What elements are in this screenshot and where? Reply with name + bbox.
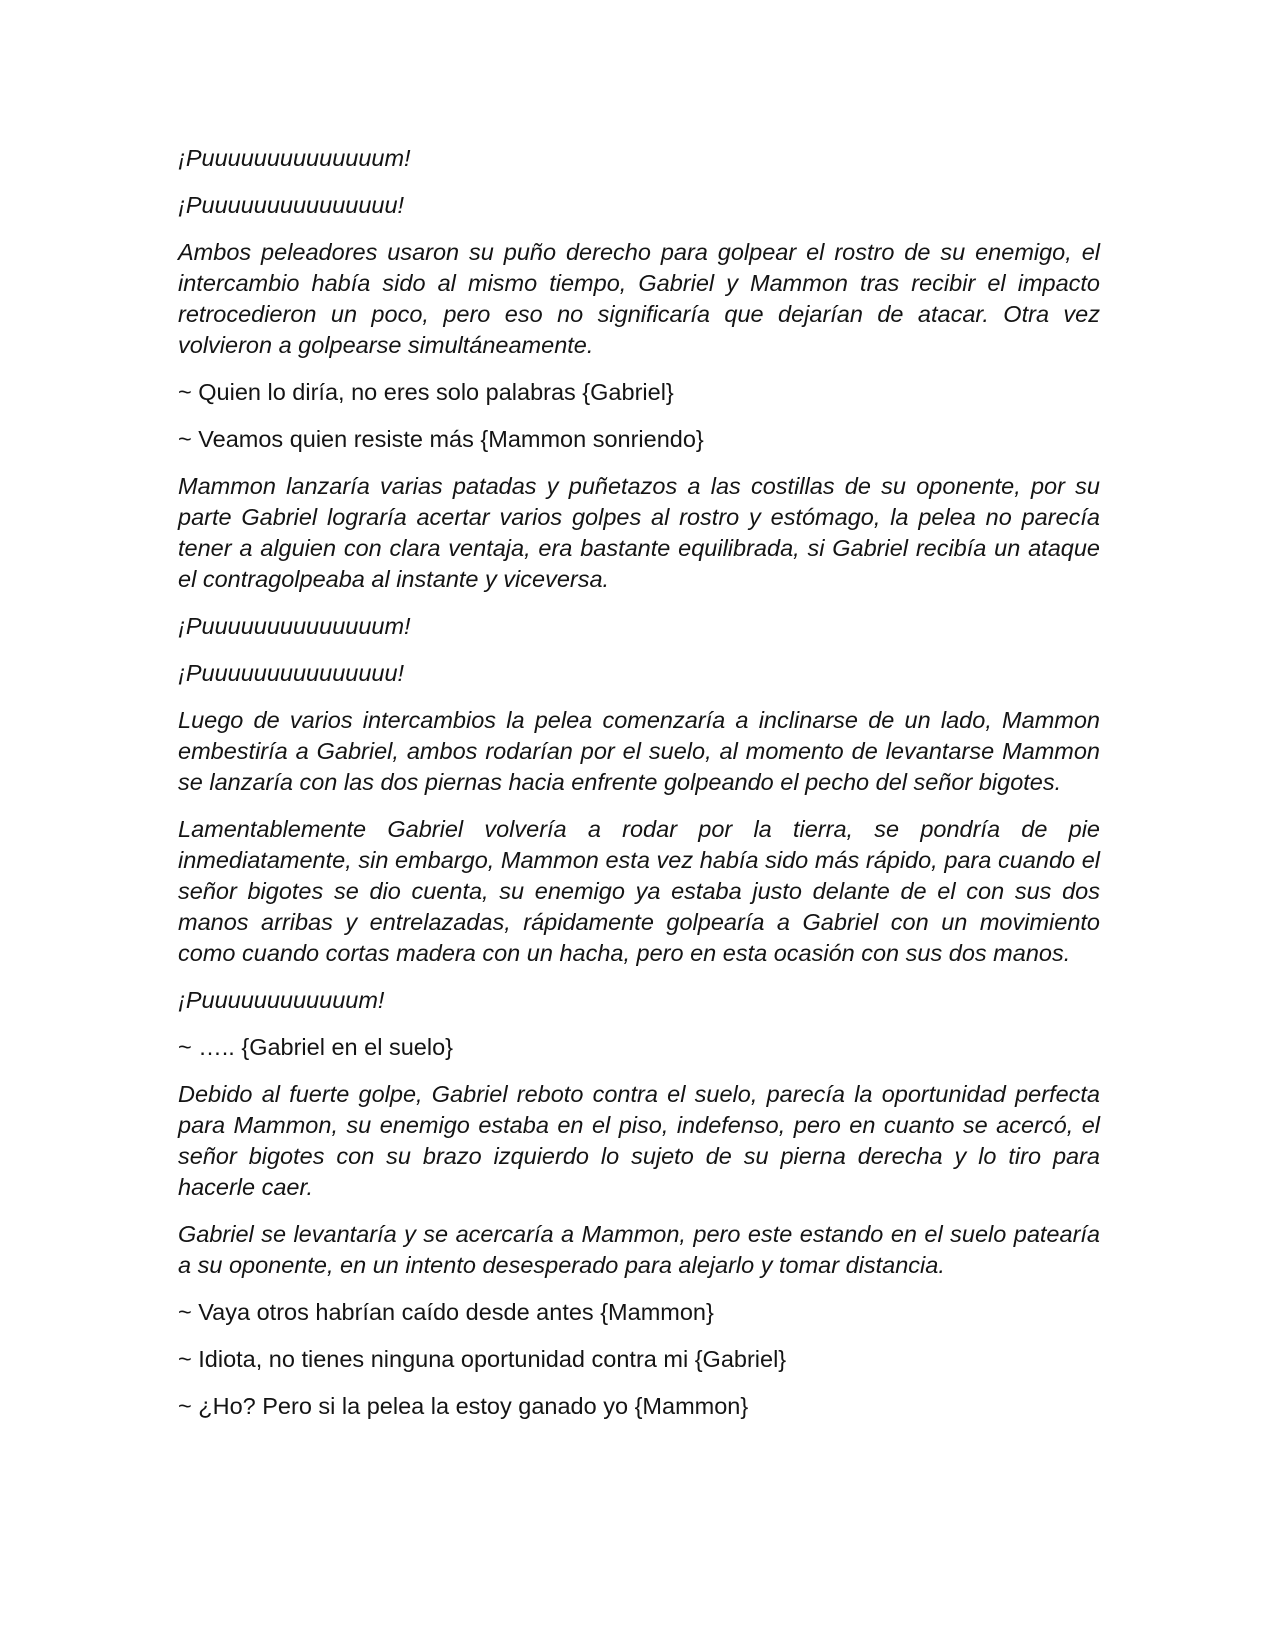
- sound-effect-line: ¡Puuuuuuuuuuuuuuu!: [178, 192, 405, 218]
- narration-paragraph: Debido al fuerte golpe, Gabriel reboto contra el suelo, parecía la oportunidad perfecta para Mammon, su enemigo estaba en el piso, indefenso, pero en cuanto se acercó, el señor bigotes con su brazo izquierdo lo sujeto de su pierna derecha y lo tiro para hacerle caer.: [178, 1081, 1100, 1200]
- narration-paragraph: Gabriel se levantaría y se acercaría a Mammon, pero este estando en el suelo patearía a su oponente, en un intento desesperado para alejarlo y tomar distancia.: [178, 1221, 1100, 1278]
- narration-paragraph: Lamentablemente Gabriel volvería a rodar por la tierra, se pondría de pie inmediatamente, sin embargo, Mammon esta vez había sido más rápido, para cuando el señor bigotes se dio cuenta, su enemigo ya estaba justo delante de el con sus dos manos arribas y entrelazadas, rápidamente golpearía a Gabriel con un movimiento como cuando cortas madera con un hacha, pero en esta ocasión con sus dos manos.: [178, 816, 1100, 966]
- narration-paragraph: Ambos peleadores usaron su puño derecho para golpear el rostro de su enemigo, el intercambio había sido al mismo tiempo, Gabriel y Mammon tras recibir el impacto retrocedieron un poco, pero eso no significaría que dejarían de atacar. Otra vez volvieron a golpearse simultáneamente.: [178, 239, 1100, 358]
- document-body: [178, 143, 1100, 1438]
- narration-paragraph: Mammon lanzaría varias patadas y puñetazos a las costillas de su oponente, por su parte Gabriel lograría acertar varios golpes al rostro y estómago, la pelea no parecía tener a alguien con clara ventaja, era bastante equilibrada, si Gabriel recibía un ataque el contragolpeaba al instante y viceversa.: [178, 473, 1100, 592]
- sound-effect-line: ¡Puuuuuuuuuuuuuum!: [178, 145, 411, 171]
- dialogue-line: ~ Vaya otros habrían caído desde antes {Mammon}: [178, 1299, 714, 1325]
- sound-effect-line: ¡Puuuuuuuuuuuuuuu!: [178, 660, 405, 686]
- sound-effect-line: ¡Puuuuuuuuuuuuuum!: [178, 613, 411, 639]
- dialogue-line: ~ Veamos quien resiste más {Mammon sonriendo}: [178, 426, 704, 452]
- dialogue-line: ~ Quien lo diría, no eres solo palabras {Gabriel}: [178, 379, 674, 405]
- narration-paragraph: Luego de varios intercambios la pelea comenzaría a inclinarse de un lado, Mammon embestiría a Gabriel, ambos rodarían por el suelo, al momento de levantarse Mammon se lanzaría con las dos piernas hacia enfrente golpeando el pecho del señor bigotes.: [178, 707, 1100, 795]
- dialogue-line: ~ ….. {Gabriel en el suelo}: [178, 1034, 453, 1060]
- dialogue-line: ~ Idiota, no tienes ninguna oportunidad contra mi {Gabriel}: [178, 1346, 787, 1372]
- dialogue-line: ~ ¿Ho? Pero si la pelea la estoy ganado yo {Mammon}: [178, 1393, 749, 1419]
- sound-effect-line: ¡Puuuuuuuuuuuum!: [178, 987, 385, 1013]
